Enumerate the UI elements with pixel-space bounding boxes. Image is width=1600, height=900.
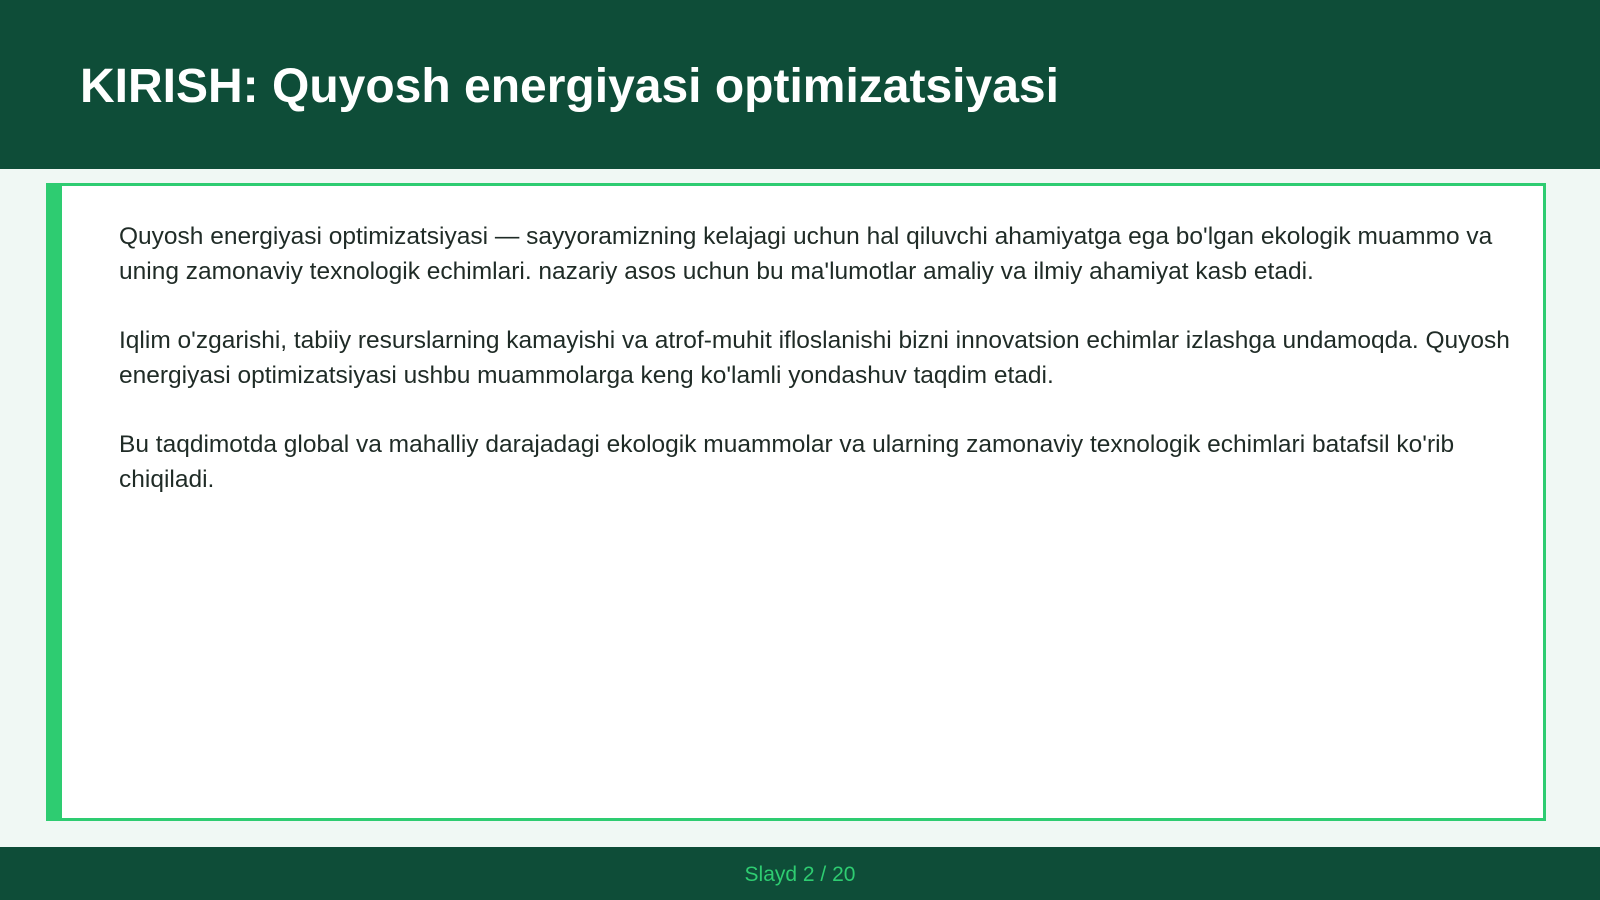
content-paragraph: Quyosh energiyasi optimizatsiyasi — sayyoramizning kelajagi uchun hal qiluvchi ahamiyatga ega bo'lgan ekologik muammo va uning zamonaviy texnologik echimlari. nazariy asos uchun bu ma'lumotlar amaliy va ilmiy ahamiyat kasb etadi.	[119, 223, 1493, 285]
slide-footer	[0, 847, 1600, 900]
content-paragraph: Iqlim o'zgarishi, tabiiy resurslarning kamayishi va atrof-muhit ifloslanishi bizni innovatsion echimlar izlashga undamoqda. Quyosh energiyasi optimizatsiyasi ushbu muammolarga keng ko'lamli yondashuv taqdim etadi.	[119, 327, 1510, 389]
slide-counter: Slayd 2 / 20	[744, 863, 856, 886]
slide-title: KIRISH: Quyosh energiyasi optimizatsiyasi	[80, 60, 1059, 113]
content-panel	[46, 183, 1546, 821]
content-paragraph: Bu taqdimotda global va mahalliy darajadagi ekologik muammolar va ularning zamonaviy texnologik echimlari batafsil ko'rib chiqiladi.	[119, 431, 1455, 493]
slide-header	[0, 0, 1600, 169]
content-body	[119, 219, 1529, 531]
